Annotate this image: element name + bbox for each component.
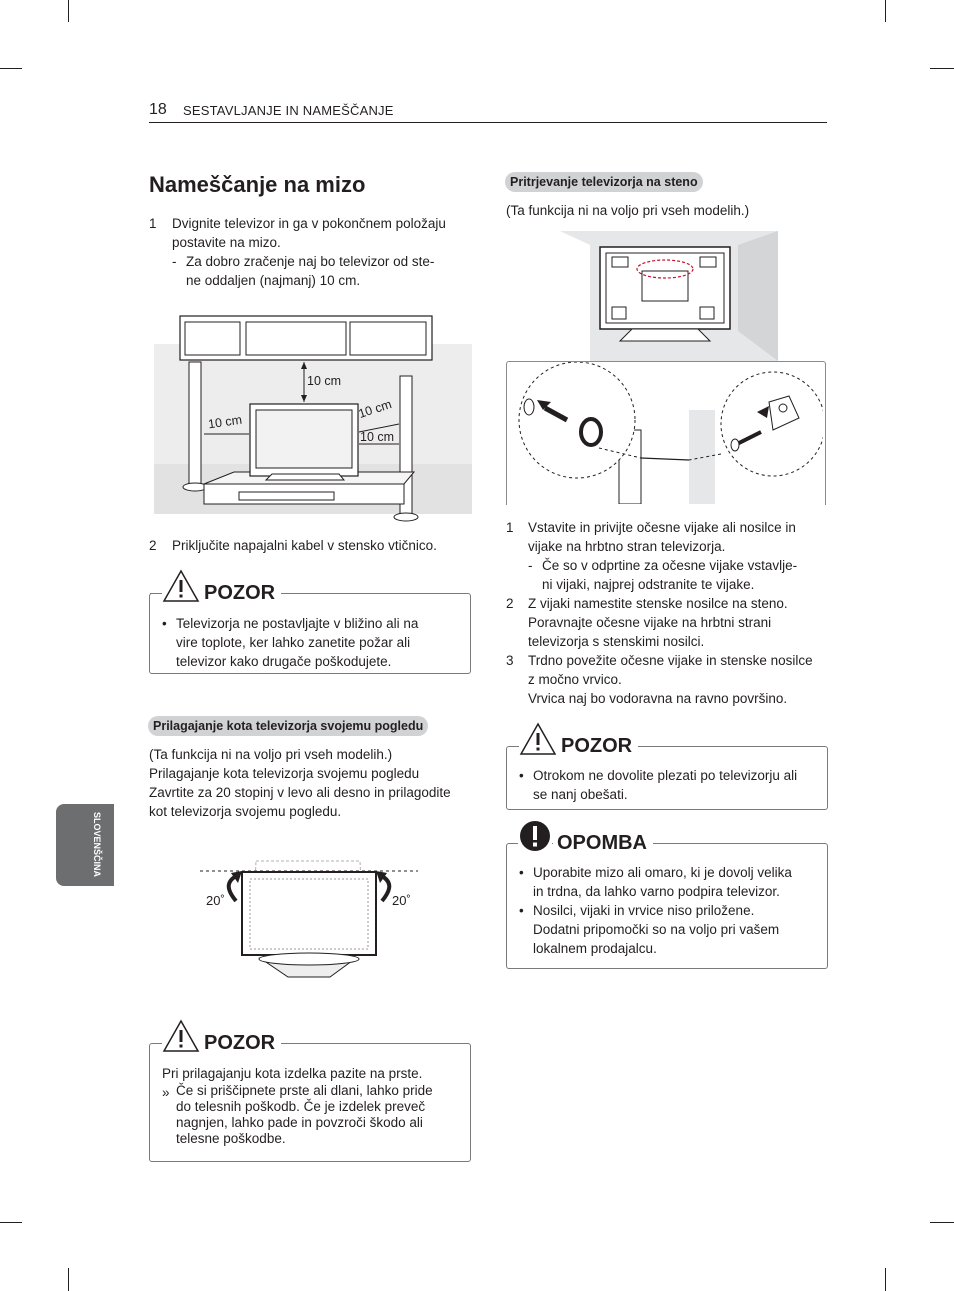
step-2-number: 2: [149, 538, 157, 553]
note-title: OPOMBA: [553, 832, 653, 855]
step-1-sub-line: ne oddaljen (najmanj) 10 cm.: [186, 273, 361, 288]
warning-triangle-icon: [519, 722, 557, 756]
caution-line: telesne poškodbe.: [176, 1131, 286, 1146]
note-line: in trdna, da lahko varno podpira televizor.: [533, 884, 780, 899]
exclamation-circle-icon: [518, 819, 552, 853]
caution-line: Otrokom ne dovolite plezati po televizorju ali: [533, 768, 798, 783]
swivel-text: (Ta funkcija ni na voljo pri vseh modelih.): [149, 747, 393, 762]
crop-mark: [68, 1268, 69, 1291]
caution-line: nagnjen, lahko pade in povzroči škodo ali: [176, 1115, 423, 1130]
crop-mark: [0, 68, 22, 69]
note-line: Nosilci, vijaki in vrvice niso priložene.: [533, 903, 755, 918]
bullet: •: [519, 768, 524, 783]
page-title: Nameščanje na mizo: [149, 172, 366, 197]
warning-triangle-icon: [162, 1019, 200, 1053]
caution-title: POZOR: [200, 1032, 281, 1055]
step-2-text: Priključite napajalni kabel v stensko vtičnico.: [172, 538, 437, 553]
section-heading-wall: Pritrjevanje televizorja na steno: [505, 172, 703, 192]
step-1-line: Dvignite televizor in ga v pokončnem položaju: [172, 216, 446, 231]
swivel-text: Zavrtite za 20 stopinj v levo ali desno in prilagodite: [149, 785, 451, 800]
crop-mark: [885, 1268, 886, 1291]
note-line: Dodatni pripomočki so na voljo pri vašem: [533, 922, 780, 937]
step-line: Trdno povežite očesne vijake in stenske nosilce: [528, 653, 813, 668]
section-heading-swivel: Prilagajanje kota televizorja svojemu pogledu: [148, 716, 428, 736]
bullet: •: [519, 903, 524, 918]
step-line: Z vijaki namestite stenske nosilce na steno.: [528, 596, 788, 611]
clearance-label-top: 10 cm: [307, 374, 342, 388]
step-line: Vstavite in privijte očesne vijake ali nosilce in: [528, 520, 796, 535]
wall-note: (Ta funkcija ni na voljo pri vseh modelih.): [506, 203, 750, 218]
step-1-line: postavite na mizo.: [172, 235, 281, 250]
step-2-number: 2: [506, 596, 514, 611]
step-3-number: 3: [506, 653, 514, 668]
warning-triangle-icon: [162, 569, 200, 603]
caution-line: Televizorja ne postavljajte v bližino ali na: [176, 616, 419, 631]
caution-title: POZOR: [557, 735, 638, 758]
crop-mark: [885, 0, 886, 22]
step-line: Poravnajte očesne vijake na hrbtni strani: [528, 615, 772, 630]
bullet: •: [519, 865, 524, 880]
note-line: Uporabite mizo ali omaro, ki je dovolj velika: [533, 865, 792, 880]
crop-mark: [68, 0, 69, 22]
swivel-text: kot televizorja svojemu pogledu.: [149, 804, 342, 819]
step-1-sub-line: Za dobro zračenje naj bo televizor od ste-: [186, 254, 435, 269]
caution-title: POZOR: [200, 582, 281, 605]
language-tab-label: SLOVENŠČINA: [92, 812, 102, 878]
crop-mark: [0, 1222, 22, 1223]
step-1-number: 1: [506, 520, 514, 535]
step-1-dash: -: [172, 254, 177, 269]
angle-label-left: 20˚: [206, 893, 225, 908]
caution-line: Če si priščipnete prste ali dlani, lahko pride: [176, 1083, 433, 1098]
tv-back-wall-illustration: [560, 231, 778, 361]
caution-line: televizor kako drugače poškodujete.: [176, 654, 392, 669]
step-1-number: 1: [149, 216, 157, 231]
page-number: 18: [149, 101, 167, 118]
note-line: lokalnem prodajalcu.: [533, 941, 657, 956]
step-sub-line: ni vijaki, najprej odstranite te vijake.: [542, 577, 755, 592]
clearance-label-left: 10 cm: [207, 412, 243, 432]
bullet-marker: »: [162, 1085, 170, 1100]
crop-mark: [930, 68, 954, 69]
step-dash: -: [528, 558, 533, 573]
angle-label-right: 20˚: [392, 893, 411, 908]
step-line: televizorja s stenskimi nosilci.: [528, 634, 705, 649]
section-title: SESTAVLJANJE IN NAMEŠČANJE: [183, 103, 394, 118]
step-sub-line: Če so v odprtine za očesne vijake vstavlje-: [542, 558, 798, 573]
clearance-label-right-top: 10 cm: [356, 397, 394, 421]
swivel-text: Prilagajanje kota televizorja svojemu pogledu: [149, 766, 420, 781]
caution-line: do telesnih poškodb. Če je izdelek preveč: [176, 1099, 426, 1114]
tv-swivel-illustration: [198, 855, 420, 981]
eye-bolt-bracket-illustration: [507, 362, 823, 504]
header-rule: [149, 122, 827, 123]
caution-line: se nanj obešati.: [533, 787, 628, 802]
caution-line: vire toplote, ker lahko zanetite požar ali: [176, 635, 411, 650]
caution-intro: Pri prilagajanju kota izdelka pazite na prste.: [162, 1066, 423, 1081]
step-line: z močno vrvico.: [528, 672, 622, 687]
bullet: •: [162, 616, 167, 631]
tv-on-table-illustration: [154, 314, 472, 530]
step-line: vijake na hrbtno stran televizorja.: [528, 539, 726, 554]
crop-mark: [930, 1222, 954, 1223]
step-line: Vrvica naj bo vodoravna na ravno površino.: [528, 691, 788, 706]
clearance-label-right: 10 cm: [360, 430, 395, 444]
